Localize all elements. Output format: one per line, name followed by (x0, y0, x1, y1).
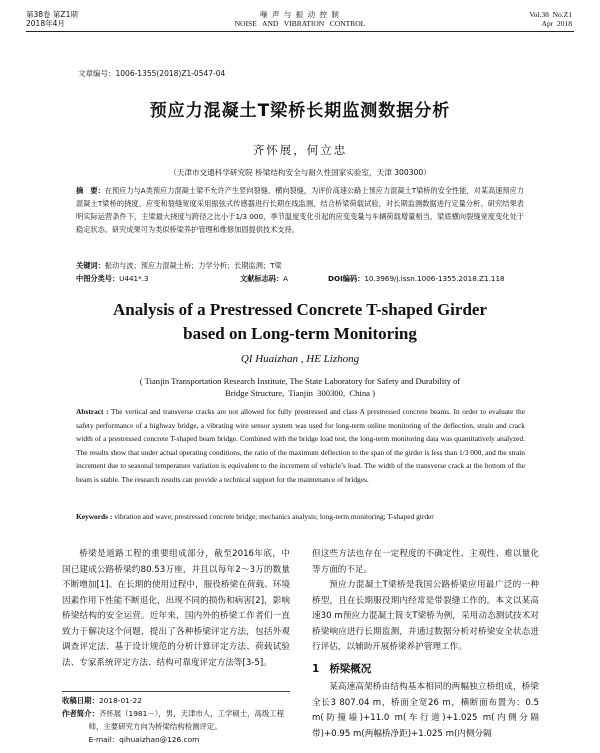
header-left (26, 10, 136, 28)
cn-abstract-text: 在预应力与A类预应力混凝土梁不允许产生竖向裂缝、横向裂缝，为评价高速公路上预应力混凝土T梁桥的安全性能，对某高速预应力混凝土T梁桥的挠度、应变和裂缝宽度采用振弦式传感器进行长期在线监测，结合桥梁荷载试验，对长期监测数据进行定量分析。研究结果表明实际运营条件下，主梁最大挠度与跨径之比小于1/3 000，季节温度变化引起的应变变量与车辆荷载增量相当，梁底横向裂缝宽度变化处于稳定状态。研究成果可为类似桥梁养护管理和维修加固提供技术支持。 (76, 186, 524, 234)
header-volume-en: Vol.38 No.Z1 (529, 10, 572, 19)
journal-name-en: NOISE AND VIBRATION CONTROL (234, 19, 366, 28)
en-title (0, 298, 600, 346)
cn-abstract-label: 摘 要： (76, 186, 105, 195)
cn-authors: 齐怀展，何立忠 (252, 143, 348, 157)
header-center (180, 10, 420, 28)
right-paragraph-3: 某高速高架桥由结构基本相同的两幅独立桥组成，桥梁全长3 807.04 m，桥面全宽26 m，横断面布置为：0.5 m(防撞墙)+11.0 m(车行道)+1.025 m(内侧分隔带)+0.95 m(两幅桥净距)+1.025 m(内侧分隔 (312, 682, 539, 739)
section-title: 桥梁概况 (329, 662, 372, 675)
right-paragraph-1: 但这些方法也存在一定程度的不确定性、主观性、难以量化等方面的不足。 (312, 549, 539, 575)
header-date-cn: 2018年4月 (26, 19, 65, 28)
body-left-column (62, 547, 290, 671)
cn-abstract (76, 184, 524, 236)
author-bio: 作者简介：齐怀展（1981－），男，天津市人，工学硕士，高级工程师，主要研究方向为桥梁结构检测评定。 (62, 709, 285, 731)
en-keywords-label: Keywords : (76, 512, 113, 521)
clc-code: 中图分类号：U441*.3 (76, 274, 149, 283)
cn-keywords-label: 关键词： (76, 261, 105, 270)
cn-keywords (76, 259, 524, 272)
doc-code: 文献标志码：A (240, 274, 289, 283)
footnote (62, 694, 294, 746)
header-right (462, 10, 572, 28)
header-rule (26, 31, 574, 32)
en-title-line-1: Analysis of a Prestressed Concrete T-shaped Girder (113, 300, 487, 319)
en-keywords-text: vibration and wave; prestressed concrete bridge; mechanics analysis; long-term monitoring; T-shaped girder (114, 512, 434, 521)
header-date-en: Apr 2018 (541, 19, 572, 28)
section-number: 1 (312, 662, 320, 675)
footnote-rule (62, 691, 290, 692)
body-right-column (312, 547, 539, 742)
section-heading (312, 662, 539, 678)
en-abstract-text: The vertical and transverse cracks are not allowed for fully prestressed and class A prestressed concrete beams. In order to evaluate the safety performance of a highway bridge, a vibrating wire sensor system was used for long-term online monitoring of the deflection, strain and crack width of a prestressed concrete T-shaped beam bridge. Combined with the bridge load test, the long-term monitoring data was quantitatively analyzed. The results show that under actual operating conditions, the ratio of the maximum deflection to the span of the girder is less than 1/3 000, and the strain increment due to seasonal temperature variation is equivalent to the increment of vehicle’s load. The width of the transverse crack at the bottom of the beam is stable. The research results can provide a technical support for the maintenance of bridges. (76, 407, 525, 484)
cn-classification-row (76, 272, 524, 285)
journal-name-cn: 噪 声 与 振 动 控 制 (260, 10, 340, 19)
cn-title: 预应力混凝土T梁桥长期监测数据分析 (149, 101, 451, 121)
en-authors: QI Huaizhan , HE Lizhong (240, 353, 360, 365)
right-paragraph-2: 预应力混凝土T梁桥是我国公路桥梁应用最广泛的一种桥型，且在长期服役期内经常是带裂缝工作的。本文以某高速30 m预应力混凝土简支T梁桥为例，采用动态测试技术对桥梁响应进行长期监测，并通过数据分析对桥梁安全状态进行评估，以辅助开展桥梁养护管理工作。 (312, 580, 539, 652)
en-affiliation-line-2: Bridge Structure, Tianjin 300300, China ) (225, 388, 375, 398)
header-volume-cn: 第38卷 第Z1期 (26, 10, 78, 19)
en-keywords (76, 510, 525, 524)
cn-affiliation: （天津市交通科学研究院 桥梁结构安全与耐久性国家实验室，天津 300300） (169, 168, 431, 177)
doi-code: DOI编码：10.3969/j.issn.1006-1355.2018.Z1.118 (328, 274, 505, 283)
en-title-line-2: based on Long-term Monitoring (183, 324, 417, 343)
en-abstract (76, 405, 525, 487)
article-id: 文章编号：1006-1355(2018)Z1-0547-04 (78, 69, 226, 78)
en-affiliation (0, 375, 600, 399)
cn-keywords-text: 振动与波；预应力混凝土桥；力学分析；长期监测；T梁 (104, 261, 282, 270)
author-email: E-mail：qihuaizhan@126.com (88, 735, 200, 744)
en-affiliation-line-1: ( Tianjin Transportation Research Institute, The State Laboratory for Safety and Durability of (139, 376, 461, 386)
intro-paragraph: 桥梁是道路工程的重要组成部分，截至2016年底，中国已建成公路桥梁约80.53万座，并且以每年2～3万的数量不断增加[1]。在长期的使用过程中，服役桥梁在荷载、环境因素作用下性能不断退化，出现不同的损伤和病害[2]，影响桥梁结构的安全运营。近年来，国内外的桥梁工作者们一直致力于解决这个问题，提出了各种桥梁评定方法，包括外观调查评定法、基于设计规范的分析计算评定方法、荷载试验法、专家系统评定方法、结构可靠度评定方法等[3-5]。 (62, 549, 290, 668)
en-abstract-label: Abstract : (76, 407, 109, 416)
received-date: 收稿日期：2018-01-22 (62, 696, 142, 705)
